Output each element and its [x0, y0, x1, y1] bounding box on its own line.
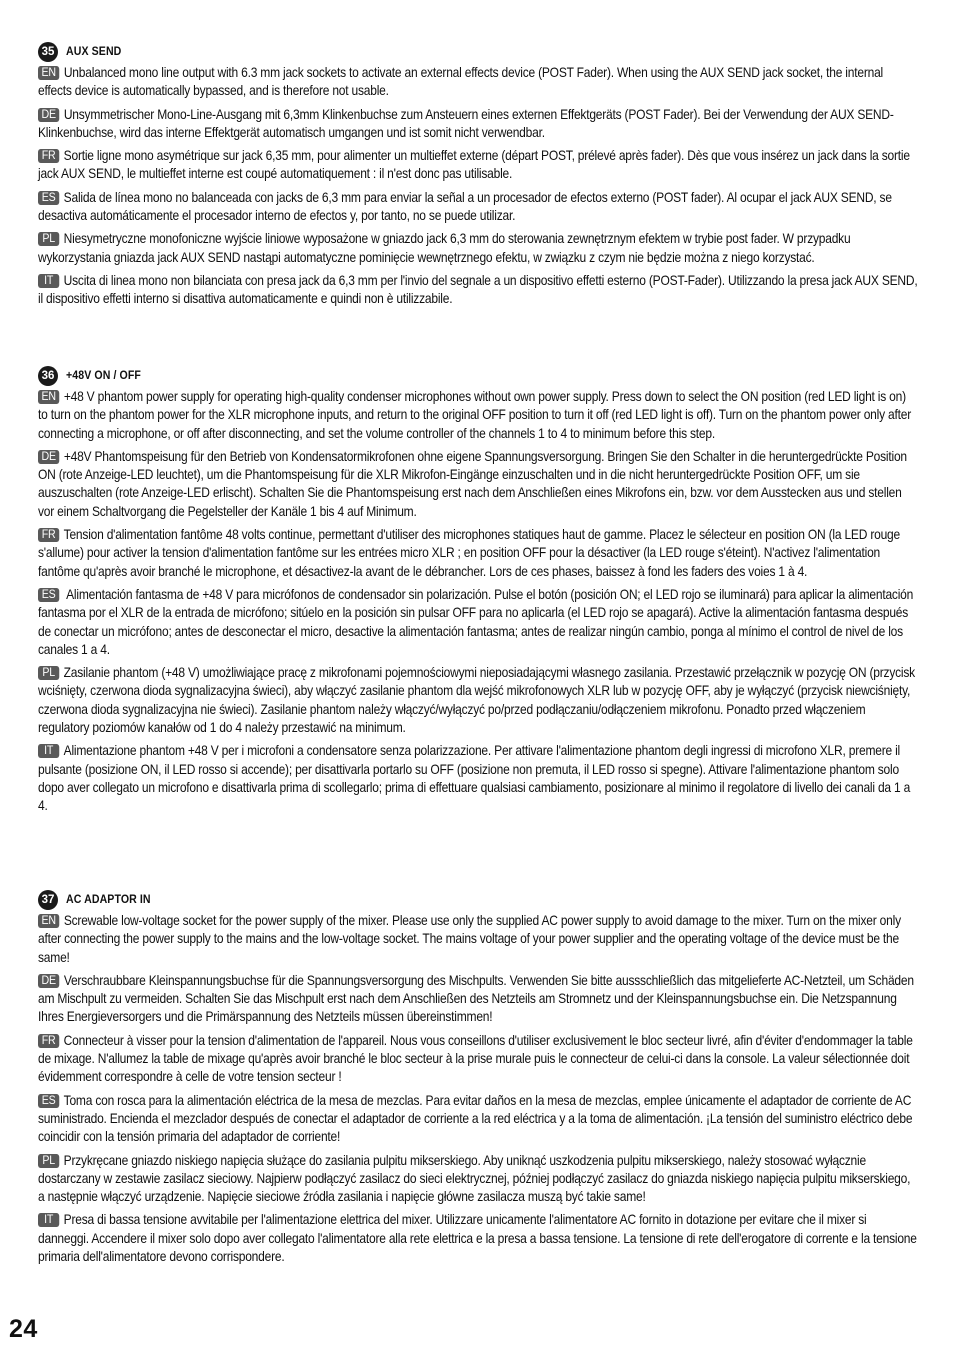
paragraph-text: Przykręcane gniazdo niskiego napięcia służące do zasilania pulpitu mikserskiego. Aby uniknąć uszkodzenia pulpitu mikserskiego, należy stosować wyłącznie dostarczany w zestawie zasilacz sieciowy. Najpierw podłączyć zasilacz do sieci elektrycznej, później podłączyć zasilacz do gniazda niskiego napięcia pulpitu mikserskiego, a następnie włączyć urządzenie. Napięcie sieciowe źródła zasilania i napięcie główne zasilacza muszą być takie same! [38, 1152, 911, 1205]
paragraph-es [38, 189, 918, 226]
paragraph-de [38, 972, 918, 1027]
lang-tag-pl: PL [38, 666, 59, 680]
section-title: +48V ON / OFF [66, 370, 141, 382]
paragraph-en [38, 912, 918, 967]
paragraph-text: Unbalanced mono line output with 6.3 mm jack sockets to activate an external effects device (POST Fader). When using the AUX SEND jack socket, the internal effects device is automatically bypassed, and is therefore not usable. [38, 65, 883, 99]
lang-tag-fr: FR [38, 149, 59, 163]
paragraph-text: Niesymetryczne monofoniczne wyjście liniowe wyposażone w gniazdo jack 6,3 mm do sterowania zewnętrznym efektem w trybie post fader. W przypadku wykorzystania gniazda jack AUX SEND nastąpi automatyczne pominięcie wewnętrznego efektu, w związku z czym nie będzie można z niego korzystać. [38, 231, 851, 265]
paragraph-es [38, 1092, 918, 1147]
paragraph-text: Alimentación fantasma de +48 V para micrófonos de condensador sin polarización. Pulse el botón (posición ON; el LED rojo se iluminará) para aplicar la alimentación fantasma por el XLR de la entrada de micrófono; sitúelo en la posición sin pulsar OFF para no aplicarla (el LED rojo se apagará). Active la alimentación fantasma después de conectar un micrófono; antes de desconectar el micro, desactive la alimentación fantasma; antes de realizar ningún cambio, ponga al mínimo el control de nivel de los canales 1 a 4. [38, 586, 914, 657]
paragraph-text: +48 V phantom power supply for operating high-quality condenser microphones without own power supply. Press down to select the ON position (red LED light is on) to turn on the phantom power for the XLR microphone inputs, and return to the original OFF position to turn it off (red LED light is off). Turn on the phantom power only after connecting a microphone, or off after disconnecting, and set the volume controller of the channels 1 to 4 to minimum before this step. [38, 389, 911, 441]
lang-tag-de: DE [38, 974, 59, 988]
paragraph-it [38, 1211, 918, 1266]
section-header [38, 42, 918, 62]
section-header [38, 890, 918, 910]
lang-tag-de: DE [38, 108, 59, 122]
page-number: 24 [9, 1315, 38, 1343]
lang-tag-en: EN [38, 390, 59, 404]
section-title: AUX SEND [66, 46, 122, 58]
paragraph-it [38, 742, 918, 815]
paragraph-text: Verschraubbare Kleinspannungsbuchse für die Spannungsversorgung des Mischpults. Verwenden Sie bitte aussschließlich das mitgelieferte AC-Netzteil, um Schäden am Mischpult zu vermeiden. Schalten Sie das Mischpult erst nach dem Anschließen des Netzteils am Stromnetz und der Kleinspannungsbuchse ein. Die Netzspannung Ihres Energieversorgers und die Primärspannung des Netzteils müssen übereinstimmen! [38, 972, 914, 1025]
lang-tag-it: IT [38, 274, 59, 288]
paragraph-fr [38, 1032, 918, 1087]
paragraph-text: Screwable low-voltage socket for the power supply of the mixer. Please use only the supplied AC power supply to avoid damage to the mixer. Turn on the mixer only after connecting the power supply to the mains and the low-voltage socket. The mains voltage of your power supplier and the operating voltage of the device must be the same! [38, 913, 901, 965]
section-aux-send [38, 42, 918, 314]
paragraph-text: Sortie ligne mono asymétrique sur jack 6,35 mm, pour alimenter un multieffet externe (départ POST, prélevé après fader). Dès que vous insérez un jack dans la sortie jack AUX SEND, le multieffet interne est coupé automatiquement : il n'est donc pas utilisable. [38, 148, 910, 182]
paragraph-text: Connecteur à visser pour la tension d'alimentation de l'appareil. Nous vous conseillons d'utiliser exclusivement le bloc secteur livré, afin d'éviter d'endommager la table de mixage. N'allumez la table de mixage qu'après avoir branché le bloc secteur à la prise murale puis le connecteur de celui-ci dans la console. La valeur sélectionnée doit évidemment correspondre à celle de votre tension secteur ! [38, 1032, 913, 1085]
lang-tag-en: EN [38, 914, 59, 928]
lang-tag-fr: FR [38, 1034, 59, 1048]
lang-tag-it: IT [38, 1213, 59, 1227]
paragraph-es [38, 586, 918, 659]
lang-tag-fr: FR [38, 528, 59, 542]
paragraph-text: +48V Phantomspeisung für den Betrieb von Kondensatormikrofonen ohne eigene Spannungsversorgung. Bringen Sie den Schalter in die heruntergedrückte Position ON (rote Anzeige-LED leuchtet), um die Phantomspeisung für die XLR Mikrofon-Eingänge einzuschalten und in die nicht heruntergedrückte Position OFF, um sie auszuschalten (rote Anzeige-LED erlischt). Schalten Sie die Phantomspeisung erst nach dem Anschließen eines Mikrofons ein, bzw. vor dem Ausstecken aus und stellen vor einem Schaltvorgang die Pegelsteller der Kanäle 1 bis 4 auf Minimum. [38, 448, 907, 519]
lang-tag-it: IT [38, 744, 59, 758]
paragraph-text: Unsymmetrischer Mono-Line-Ausgang mit 6,3mm Klinkenbuchse zum Ansteuern eines externen Effektgeräts (POST Fader). Bei der Verwendung der AUX SEND-Klinkenbuchse, wird das interne Effektgerät automatisch umgangen und ist somit nicht verwendbar. [38, 106, 894, 140]
paragraph-text: Uscita di linea mono non bilanciata con presa jack da 6,3 mm per l'invio del segnale a un dispositivo effetti esterno (POST-Fader). Utilizzando la presa jack AUX SEND, il dispositivo effetti interno si disattiva automaticamente e quindi non è utilizzabile. [38, 272, 918, 307]
section-ac-adaptor [38, 890, 918, 1271]
section-number-badge: 37 [38, 890, 58, 910]
paragraph-text: Presa di bassa tensione avvitabile per l'alimentazione elettrica del mixer. Utilizzare unicamente l'alimentatore AC fornito in dotazione per evitare che il mixer si danneggi. Accendere il mixer solo dopo aver collegato l'alimentatore alla rete elettrica e la presa a bassa tensione. La tensione di rete dell'erogatore di corrente e la tensione primaria dell'alimentatore devono corrispondere. [38, 1212, 917, 1265]
section-number-badge: 36 [38, 366, 58, 386]
paragraph-de [38, 448, 918, 521]
section-number-badge: 35 [38, 42, 58, 62]
lang-tag-de: DE [38, 450, 59, 464]
lang-tag-es: ES [38, 1094, 59, 1108]
lang-tag-es: ES [38, 191, 59, 205]
paragraph-en [38, 388, 918, 443]
paragraph-text: Salida de línea mono no balanceada con jacks de 6,3 mm para enviar la señal a un procesador de efectos externo (POST fader). Al ocupar el jack AUX SEND, se desactiva automáticamente el procesador interno de efectos y, por tanto, no se puede utilizar. [38, 189, 892, 224]
paragraph-fr [38, 147, 918, 184]
paragraph-text: Alimentazione phantom +48 V per i microfoni a condensatore senza polarizzazione. Per attivare l'alimentazione phantom degli ingressi di microfono XLR, premere il pulsante (posizione ON, il LED rosso si accende); per disattivarla portarlo su OFF (posizione non premuta, il LED rosso si spegne). Attivare l'alimentazione phantom solo dopo aver collegato un microfono e disattivarla prima di scollegarlo; prima di effettuare qualsiasi cambiamento, posizionare al minimo il regolatore di livello dei canali da 1 a 4. [38, 743, 911, 814]
section-phantom-power [38, 366, 918, 821]
paragraph-pl [38, 230, 918, 267]
paragraph-de [38, 106, 918, 143]
lang-tag-pl: PL [38, 232, 59, 246]
paragraph-text: Toma con rosca para la alimentación eléctrica de la mesa de mezclas. Para evitar daños en la mesa de mezclas, emplee únicamente el adaptador de corriente de AC suministrado. Encienda el mezclador después de conectar el adaptador de corriente a la red eléctrica y a la toma de alimentación. ¡La tensión del suministro eléctrico debe coincidir con la tensión primaria del adaptador de corriente! [38, 1092, 913, 1145]
paragraph-en [38, 64, 918, 101]
paragraph-pl [38, 664, 918, 737]
paragraph-pl [38, 1152, 918, 1207]
lang-tag-en: EN [38, 66, 59, 80]
section-header [38, 366, 918, 386]
paragraph-fr [38, 526, 918, 581]
section-title: AC ADAPTOR IN [66, 894, 151, 906]
paragraph-it [38, 272, 918, 309]
lang-tag-pl: PL [38, 1154, 59, 1168]
paragraph-text: Tension d'alimentation fantôme 48 volts continue, permettant d'utiliser des microphones statiques haut de gamme. Placez le sélecteur en position ON (la LED rouge s'allume) pour activer la tension d'alimentation fantôme sur les entrées micro XLR ; en position OFF pour la désactiver (la LED rouge s'éteint). N'activez l'alimentation fantôme qu'après avoir branché le microphone, et désactivez-la avant de le débrancher. Lors de ces phases, baissez à fond les faders des voies 1 à 4. [38, 527, 900, 579]
paragraph-text: Zasilanie phantom (+48 V) umożliwiające pracę z mikrofonami pojemnościowymi nieposiadającymi własnego zasilania. Przestawić przełącznik w pozycję ON (przycisk wciśnięty, czerwona dioda sygnalizacyjna świeci), aby włączyć zasilanie phantom dla wejść mikrofonowych XLR lub w pozycję OFF, aby je wyłączyć (przycisk niewciśnięty, czerwona dioda sygnalizacyjna nie świeci). Zasilanie phantom należy włączyć/wyłączyć po/przed podłączaniu/odłączeniem mikrofonu. Ponadto przed włączeniem regulatory poziomów kanałów od 1 do 4 należy przestawić na minimum. [38, 665, 915, 736]
lang-tag-es: ES [38, 588, 59, 602]
